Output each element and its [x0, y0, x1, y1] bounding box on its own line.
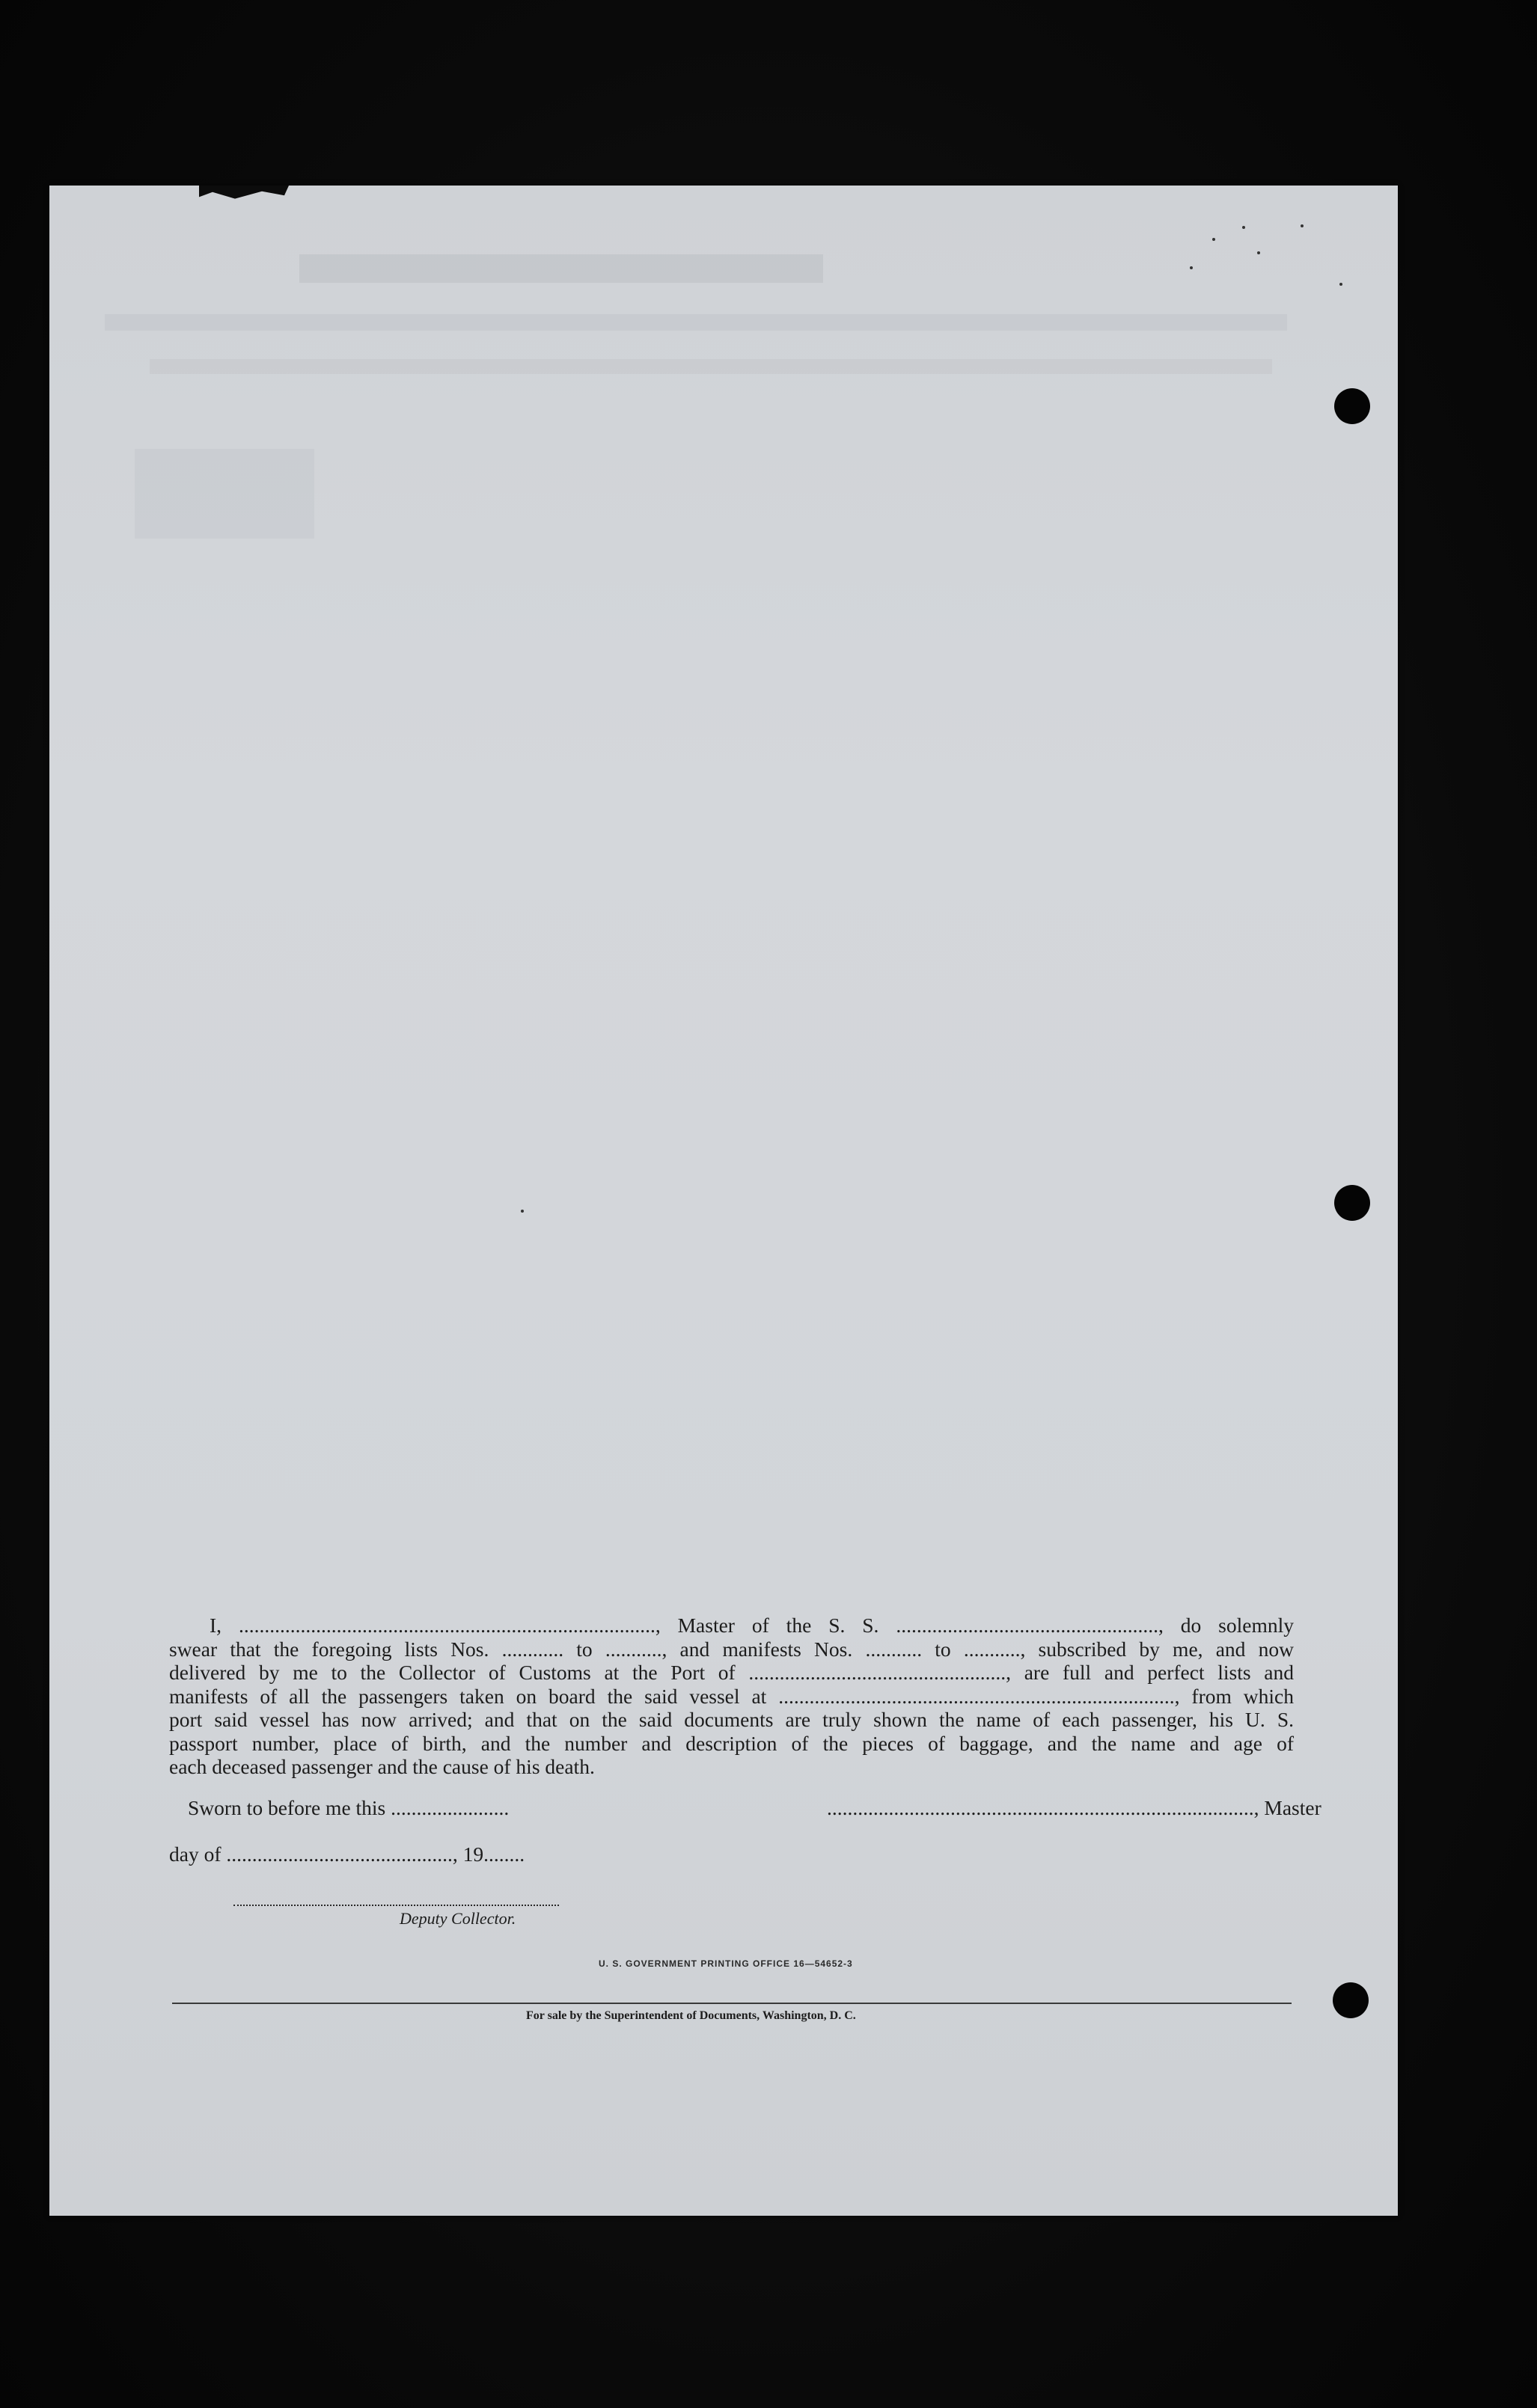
- speck: [1257, 251, 1260, 254]
- speck: [1301, 224, 1304, 227]
- punch-hole-bottom: [1333, 1982, 1369, 2018]
- oath-line: port said vessel has now arrived; and that on the said documents are truly shown the name of each passenger, his U. S.: [169, 1708, 1294, 1731]
- oath-line: delivered by me to the Collector of Customs at the Port of .................................................., are full and perfect lists and: [169, 1661, 1294, 1684]
- oath-line: I, ................................................................................., Master of the S. S. ..................................................., do solemnly: [210, 1614, 1294, 1637]
- bleed-through-heading: [299, 254, 823, 283]
- for-sale-notice: For sale by the Superintendent of Documents, Washington, D. C.: [526, 2009, 856, 2022]
- footer-rule: [172, 2003, 1292, 2004]
- oath-line: manifests of all the passengers taken on board the said vessel at ............................................................................., from which: [169, 1684, 1294, 1708]
- speck: [1212, 238, 1215, 241]
- oath-line: passport number, place of birth, and the number and description of the pieces of baggage, and the name and age of: [169, 1731, 1294, 1755]
- bleed-through-line: [150, 359, 1272, 374]
- bleed-through-stamp: [135, 449, 314, 539]
- bleed-through-line: [105, 314, 1287, 331]
- master-oath-paragraph: [169, 1614, 1294, 1779]
- punch-hole-top: [1334, 388, 1370, 424]
- punch-hole-middle: [1334, 1185, 1370, 1221]
- master-signature-line: ..................................................................................., Master: [827, 1796, 1321, 1819]
- speck: [1242, 226, 1245, 229]
- sworn-before-line: Sworn to before me this .......................: [188, 1796, 510, 1819]
- printing-office-imprint: U. S. GOVERNMENT PRINTING OFFICE 16—54652-3: [599, 1958, 853, 1969]
- oath-line: each deceased passenger and the cause of his death.: [169, 1755, 595, 1778]
- deputy-signature-rule: [233, 1905, 559, 1906]
- speck: [1339, 283, 1342, 286]
- day-of-line: day of ............................................, 19........: [169, 1842, 525, 1866]
- speck: [1190, 266, 1193, 269]
- oath-line: swear that the foregoing lists Nos. ............ to ..........., and manifests Nos. ........... to ..........., subscribed by me, and now: [169, 1637, 1294, 1661]
- deputy-collector-label: Deputy Collector.: [400, 1909, 516, 1928]
- speck: [521, 1210, 524, 1213]
